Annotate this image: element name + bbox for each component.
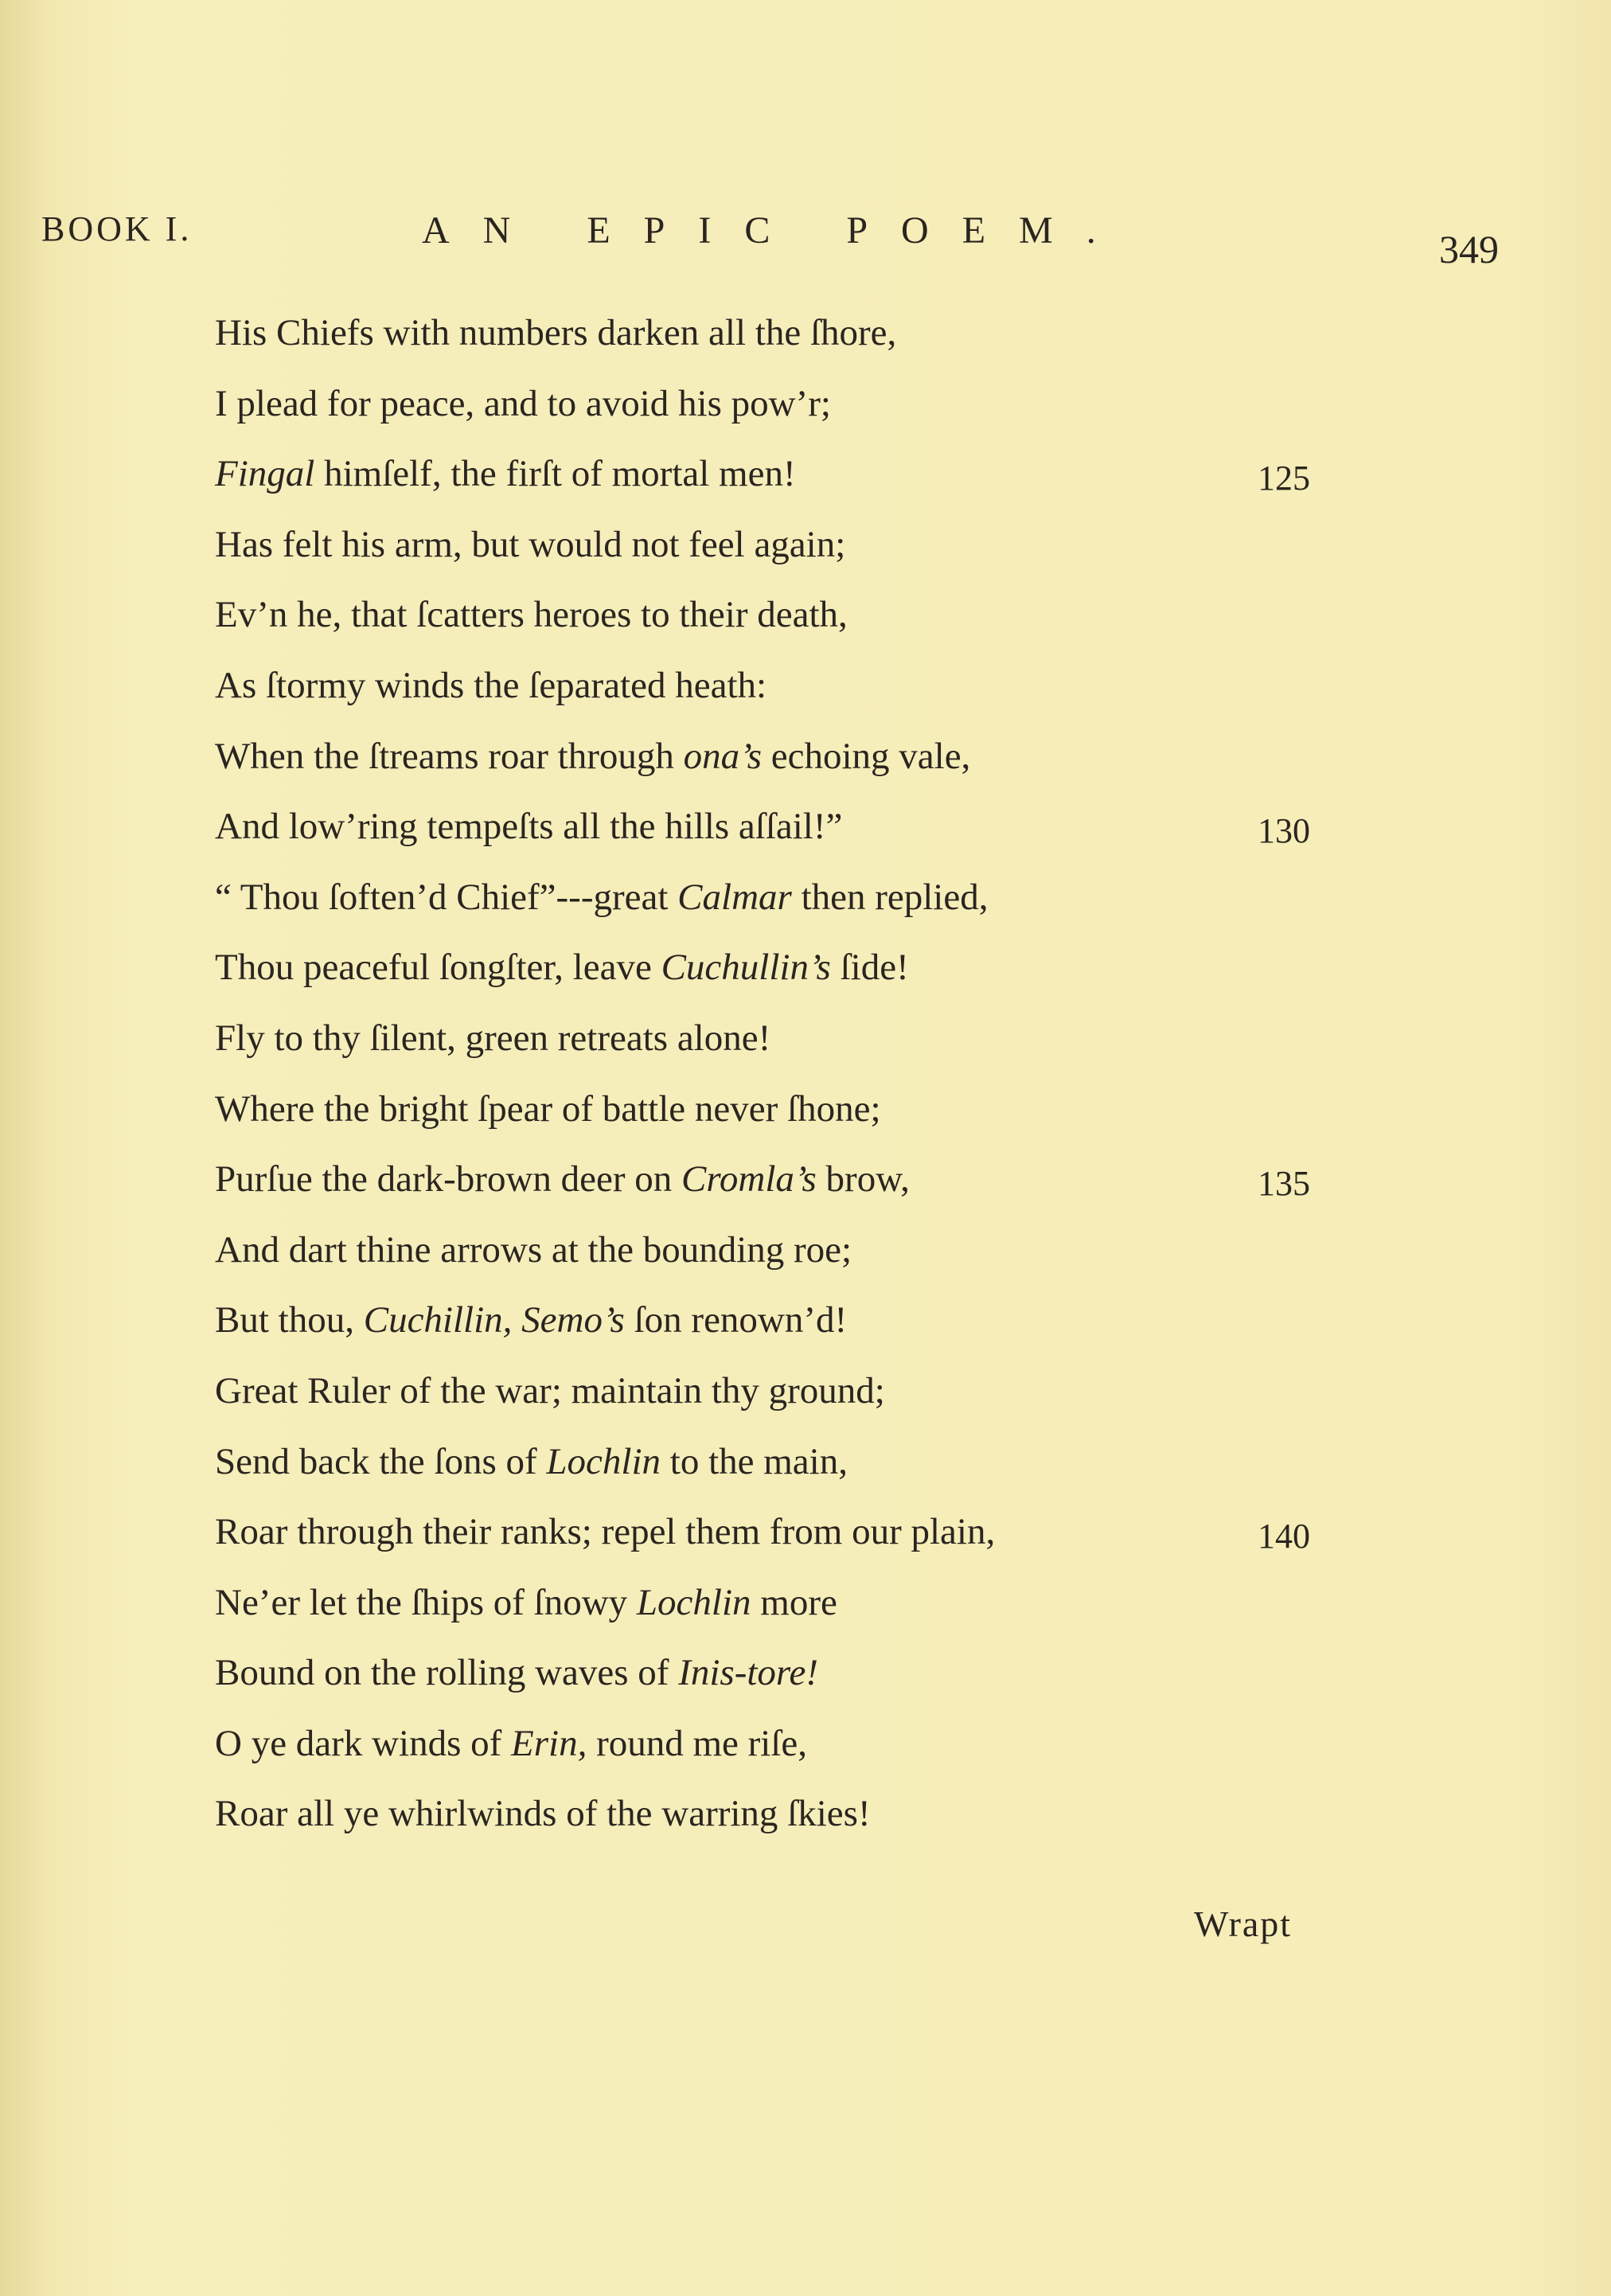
verse-line: [215, 1085, 1568, 1156]
italic-name: Cromla’s: [681, 1158, 817, 1201]
verse-text: Thou peaceful ſongſter, leave: [215, 947, 661, 989]
italic-name: Calmar: [677, 876, 792, 918]
italic-name: Lochlin: [636, 1581, 751, 1623]
verse-text: Has felt his arm, but would not feel again;: [215, 523, 846, 565]
verse-text: His Chiefs with numbers darken all the ſhore,: [215, 312, 897, 353]
verse-text: Ev’n he, that ſcatters heroes to their death,: [215, 594, 848, 636]
verse-line: [215, 1296, 1568, 1367]
line-number: 140: [1258, 1517, 1310, 1556]
verse-text: then replied,: [791, 876, 989, 918]
verse-line: [215, 1790, 1568, 1861]
verse-text: And dart thine arrows at the bounding roe;: [215, 1228, 852, 1271]
running-title: AN EPIC POEM.: [422, 209, 1129, 252]
verse-text: Ne’er let the ſhips of ſnowy: [215, 1581, 637, 1623]
italic-name: Cuchillin, Semo’s: [363, 1299, 625, 1341]
italic-name: Erin,: [511, 1722, 587, 1764]
verse-text: Send back the ſons of: [215, 1440, 547, 1482]
verse-line: [215, 1508, 1568, 1579]
line-number: 130: [1258, 811, 1310, 851]
verse-line: [215, 309, 1568, 380]
verse-text: Roar through their ranks; repel them from our plain,: [215, 1511, 996, 1553]
verse-text: echoing vale,: [762, 735, 971, 777]
verse-text: Where the bright ſpear of battle never ſhone;: [215, 1087, 881, 1130]
verse-line: [215, 1367, 1568, 1438]
running-header: [0, 209, 1611, 272]
verse-text: But thou,: [215, 1299, 364, 1341]
verse-text: more: [751, 1581, 837, 1623]
italic-name: Fingal: [215, 453, 315, 495]
verse-text: Bound on the rolling waves of: [215, 1652, 679, 1694]
verse-line: [215, 802, 1568, 873]
italic-name: Lochlin: [546, 1440, 661, 1482]
verse-line: [215, 591, 1568, 662]
italic-name: Inis-tore!: [678, 1652, 818, 1694]
italic-name: ona’s: [683, 735, 762, 777]
verse-text: Roar all ye whirlwinds of the warring ſkies!: [215, 1793, 871, 1835]
verse-text: I plead for peace, and to avoid his pow’r;: [215, 382, 831, 424]
verse-line: [215, 450, 1568, 521]
page-number: 349: [1439, 227, 1499, 271]
verse-text: When the ſtreams roar through: [215, 735, 684, 777]
poem-body: [215, 309, 1568, 1861]
verse-line: [215, 1155, 1568, 1226]
verse-line: [215, 1226, 1568, 1297]
verse-line: [215, 662, 1568, 732]
line-number: 125: [1258, 459, 1310, 498]
verse-line: [215, 732, 1568, 803]
verse-text: brow,: [816, 1158, 910, 1201]
verse-text: And low’ring tempeſts all the hills aſſail!”: [215, 806, 843, 848]
verse-text: “ Thou ſoften’d Chief”---great: [215, 876, 678, 918]
verse-text: ſon renown’d!: [624, 1299, 848, 1341]
verse-text: Purſue the dark-brown deer on: [215, 1158, 682, 1201]
verse-text: round me riſe,: [587, 1722, 808, 1764]
verse-line: [215, 521, 1568, 592]
verse-line: [215, 380, 1568, 451]
verse-text: As ſtormy winds the ſeparated heath:: [215, 664, 767, 706]
italic-name: Cuchullin’s: [661, 947, 831, 989]
catchword: Wrapt: [1194, 1904, 1293, 1944]
verse-text: Fly to thy ſilent, green retreats alone!: [215, 1017, 771, 1059]
verse-line: [215, 1720, 1568, 1790]
verse-line: [215, 943, 1568, 1014]
verse-line: [215, 1438, 1568, 1509]
verse-text: to the main,: [661, 1440, 848, 1482]
verse-text: ſide!: [830, 947, 909, 989]
verse-text: himſelf, the firſt of mortal men!: [314, 453, 796, 495]
verse-line: [215, 1649, 1568, 1720]
book-label: BOOK I.: [41, 209, 193, 248]
verse-line: [215, 1014, 1568, 1085]
verse-text: O ye dark winds of: [215, 1722, 512, 1764]
line-number: 135: [1258, 1164, 1310, 1204]
verse-text: Great Ruler of the war; maintain thy ground;: [215, 1369, 885, 1412]
verse-line: [215, 1579, 1568, 1650]
verse-line: [215, 873, 1568, 944]
